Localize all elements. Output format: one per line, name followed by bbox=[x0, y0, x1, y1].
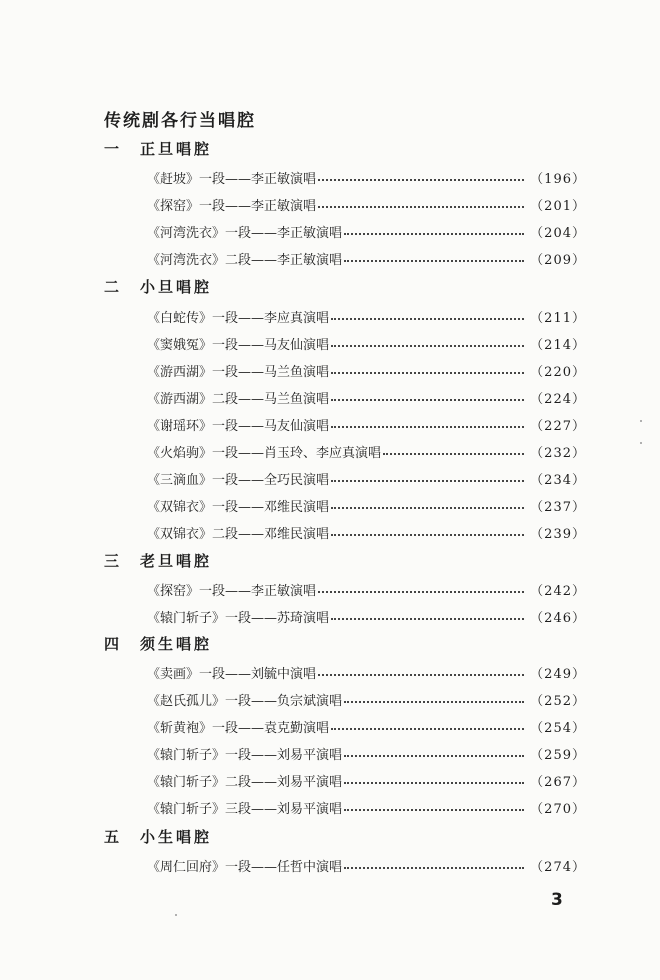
entry-title: 《辕门斩子》一段——苏琦演唱 bbox=[147, 610, 330, 626]
entry-page: （224） bbox=[530, 391, 586, 407]
toc-entry bbox=[147, 333, 586, 353]
toc-entry bbox=[147, 689, 586, 709]
entry-page: （242） bbox=[530, 583, 586, 599]
page-number: 3 bbox=[551, 890, 563, 910]
entry-title: 《探窑》一段——李正敏演唱 bbox=[147, 198, 317, 214]
toc-entry bbox=[147, 248, 586, 268]
entry-title: 《双锦衣》一段——邓维民演唱 bbox=[147, 499, 330, 515]
dot-leader bbox=[344, 782, 524, 784]
entry-page: （252） bbox=[530, 693, 586, 709]
entry-title: 《三滴血》一段——全巧民演唱 bbox=[147, 472, 330, 488]
section-number: 二 bbox=[104, 277, 120, 296]
toc-entry bbox=[147, 855, 586, 875]
entry-page: （204） bbox=[530, 225, 586, 241]
dot-leader bbox=[331, 728, 524, 730]
entry-title: 《赵氏孤儿》一段——负宗斌演唱 bbox=[147, 693, 343, 709]
toc-entry bbox=[147, 306, 586, 326]
section-number: 四 bbox=[104, 634, 120, 653]
entry-page: （274） bbox=[530, 859, 586, 875]
entry-page: （201） bbox=[530, 198, 586, 214]
page-title: 传统剧各行当唱腔 bbox=[104, 111, 256, 131]
scan-speck bbox=[640, 420, 642, 422]
toc-entry bbox=[147, 194, 586, 214]
dot-leader bbox=[344, 755, 524, 757]
entry-page: （211） bbox=[530, 310, 586, 326]
entry-page: （249） bbox=[530, 666, 586, 682]
entry-title: 《火焰驹》一段——肖玉玲、李应真演唱 bbox=[147, 445, 382, 461]
entry-page: （234） bbox=[530, 472, 586, 488]
dot-leader bbox=[331, 507, 524, 509]
entry-title: 《赶坡》一段——李正敏演唱 bbox=[147, 171, 317, 187]
section-heading bbox=[104, 826, 212, 846]
toc-entry bbox=[147, 606, 586, 626]
entry-title: 《白蛇传》一段——李应真演唱 bbox=[147, 310, 330, 326]
entry-title: 《辕门斩子》二段——刘易平演唱 bbox=[147, 774, 343, 790]
entry-page: （237） bbox=[530, 499, 586, 515]
entry-title: 《谢瑶环》一段——马友仙演唱 bbox=[147, 418, 330, 434]
toc-entry bbox=[147, 743, 586, 763]
scan-speck bbox=[175, 914, 177, 916]
dot-leader bbox=[331, 399, 524, 401]
entry-title: 《辕门斩子》三段——刘易平演唱 bbox=[147, 801, 343, 817]
entry-title: 《斩黄袍》一段——袁克勤演唱 bbox=[147, 720, 330, 736]
entry-title: 《游西湖》一段——马兰鱼演唱 bbox=[147, 364, 330, 380]
section-heading bbox=[104, 550, 212, 570]
entry-title: 《河湾洗衣》二段——李正敏演唱 bbox=[147, 252, 343, 268]
section-name: 小旦唱腔 bbox=[140, 277, 213, 296]
section-heading bbox=[104, 138, 212, 158]
dot-leader bbox=[331, 618, 524, 620]
toc-entry bbox=[147, 441, 586, 461]
entry-page: （227） bbox=[530, 418, 586, 434]
section-number: 五 bbox=[104, 827, 120, 846]
toc-entry bbox=[147, 414, 586, 434]
dot-leader bbox=[331, 372, 524, 374]
section-heading bbox=[104, 276, 212, 296]
entry-page: （196） bbox=[530, 171, 586, 187]
dot-leader bbox=[344, 701, 524, 703]
section-heading bbox=[104, 633, 212, 653]
section-name: 须生唱腔 bbox=[140, 634, 213, 653]
scan-speck bbox=[640, 442, 642, 444]
dot-leader bbox=[331, 480, 524, 482]
dot-leader bbox=[331, 318, 524, 320]
entry-page: （246） bbox=[530, 610, 586, 626]
toc-entry bbox=[147, 662, 586, 682]
entry-page: （270） bbox=[530, 801, 586, 817]
entry-title: 《辕门斩子》一段——刘易平演唱 bbox=[147, 747, 343, 763]
toc-entry bbox=[147, 468, 586, 488]
toc-entry bbox=[147, 716, 586, 736]
dot-leader bbox=[318, 179, 524, 181]
toc-entry bbox=[147, 579, 586, 599]
entry-title: 《周仁回府》一段——任哲中演唱 bbox=[147, 859, 343, 875]
entry-title: 《河湾洗衣》一段——李正敏演唱 bbox=[147, 225, 343, 241]
entry-page: （259） bbox=[530, 747, 586, 763]
section-name: 老旦唱腔 bbox=[140, 551, 213, 570]
entry-title: 《窦娥冤》一段——马友仙演唱 bbox=[147, 337, 330, 353]
entry-page: （220） bbox=[530, 364, 586, 380]
entry-title: 《卖画》一段——刘毓中演唱 bbox=[147, 666, 317, 682]
dot-leader bbox=[318, 674, 524, 676]
dot-leader bbox=[331, 426, 524, 428]
dot-leader bbox=[344, 260, 524, 262]
dot-leader bbox=[344, 867, 524, 869]
entry-page: （254） bbox=[530, 720, 586, 736]
section-name: 小生唱腔 bbox=[140, 827, 213, 846]
toc-entry bbox=[147, 495, 586, 515]
entry-page: （209） bbox=[530, 252, 586, 268]
section-number: 一 bbox=[104, 139, 120, 158]
toc-entry bbox=[147, 522, 586, 542]
section-number: 三 bbox=[104, 551, 120, 570]
entry-title: 《双锦衣》二段——邓维民演唱 bbox=[147, 526, 330, 542]
toc-entry bbox=[147, 770, 586, 790]
entry-page: （214） bbox=[530, 337, 586, 353]
toc-entry bbox=[147, 167, 586, 187]
section-name: 正旦唱腔 bbox=[140, 139, 213, 158]
toc-entry bbox=[147, 360, 586, 380]
entry-page: （267） bbox=[530, 774, 586, 790]
dot-leader bbox=[344, 809, 524, 811]
dot-leader bbox=[318, 591, 524, 593]
entry-title: 《游西湖》二段——马兰鱼演唱 bbox=[147, 391, 330, 407]
dot-leader bbox=[318, 206, 524, 208]
dot-leader bbox=[331, 345, 524, 347]
entry-title: 《探窑》一段——李正敏演唱 bbox=[147, 583, 317, 599]
toc-entry bbox=[147, 387, 586, 407]
dot-leader bbox=[344, 233, 524, 235]
entry-page: （239） bbox=[530, 526, 586, 542]
dot-leader bbox=[331, 534, 524, 536]
dot-leader bbox=[383, 453, 524, 455]
entry-page: （232） bbox=[530, 445, 586, 461]
toc-entry bbox=[147, 797, 586, 817]
toc-entry bbox=[147, 221, 586, 241]
